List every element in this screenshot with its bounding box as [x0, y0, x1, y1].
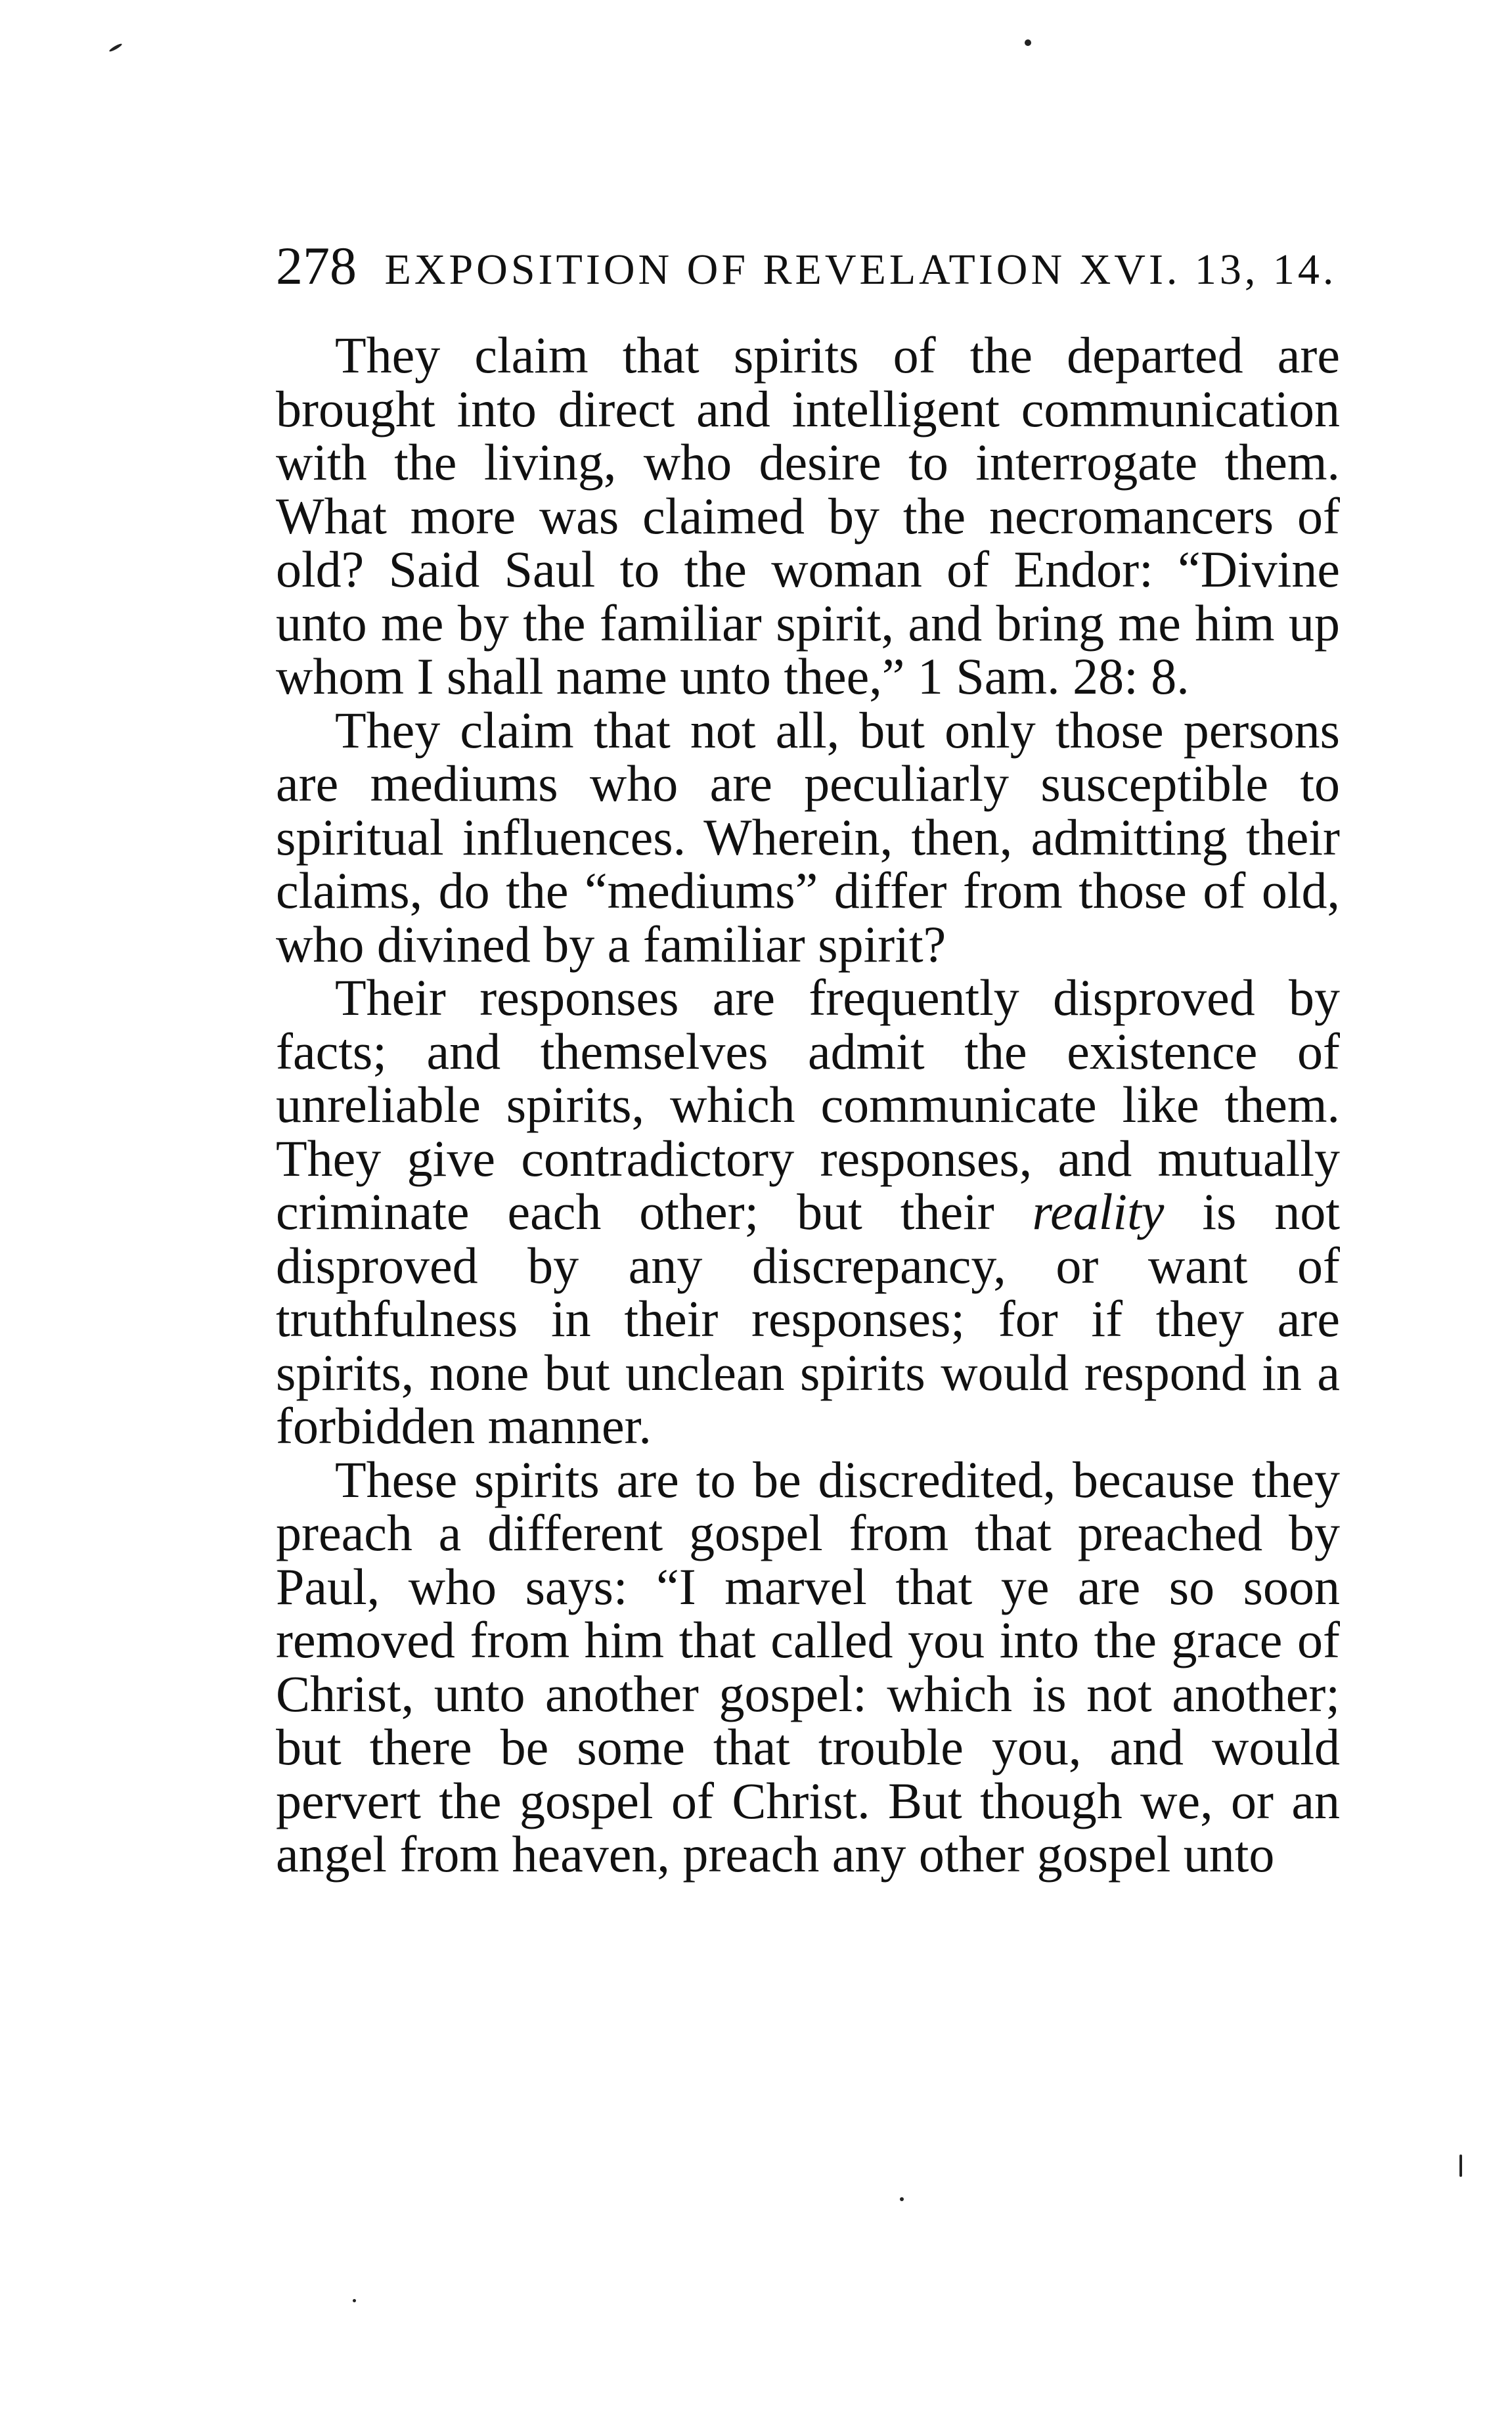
paragraph-3-end: is not disproved by any discrepancy, or want of truthfulness in their responses; for if they are spirits, none but unclean spirits would respond in a forbidden manner. — [276, 1183, 1340, 1454]
scan-speck — [1459, 2155, 1462, 2177]
scan-speck — [1025, 39, 1031, 46]
page-header — [276, 230, 1340, 302]
running-head: EXPOSITION OF REVELATION XVI. 13, 14. — [384, 246, 1337, 294]
paragraph-1: They claim that spirits of the departed are brought into direct and intelligent communication with the living, who desire to interrogate them. What more was claimed by the necromancers of old? Said Saul to the woman of Endor: “Divine unto me by the familiar spirit, and bring me him up whom I shall name unto thee,” 1 Sam. 28: 8. — [276, 326, 1340, 705]
paragraph-3-start: Their responses are frequently disproved by facts; and themselves admit the existence of unreliable spirits, which communicate like them. They give contradictory responses, and mutually criminate each other; but their — [276, 969, 1340, 1240]
scan-speck — [353, 2299, 356, 2302]
body-text — [276, 328, 1340, 1881]
scan-speck — [108, 43, 123, 53]
paragraph-3 — [276, 971, 1340, 1453]
paragraph-3-emphasis: reality — [1032, 1183, 1165, 1240]
paragraph-2: They claim that not all, but only those persons are mediums who are peculiarly susceptible to spiritual influences. Wherein, then, admitting their claims, do the “mediums” differ from those of old, who divined by a familiar spirit? — [276, 701, 1340, 973]
paragraph-4: These spirits are to be discredited, because they preach a different gospel from that preached by Paul, who says: “I marvel that ye are so soon removed from him that called you into the grace of Christ, unto another gospel: which is not another; but there be some that trouble you, and would pervert the gospel of Christ. But though we, or an angel from heaven, preach any other gospel unto — [276, 1450, 1340, 1883]
scan-speck — [900, 2197, 904, 2201]
page-number: 278 — [276, 236, 357, 296]
